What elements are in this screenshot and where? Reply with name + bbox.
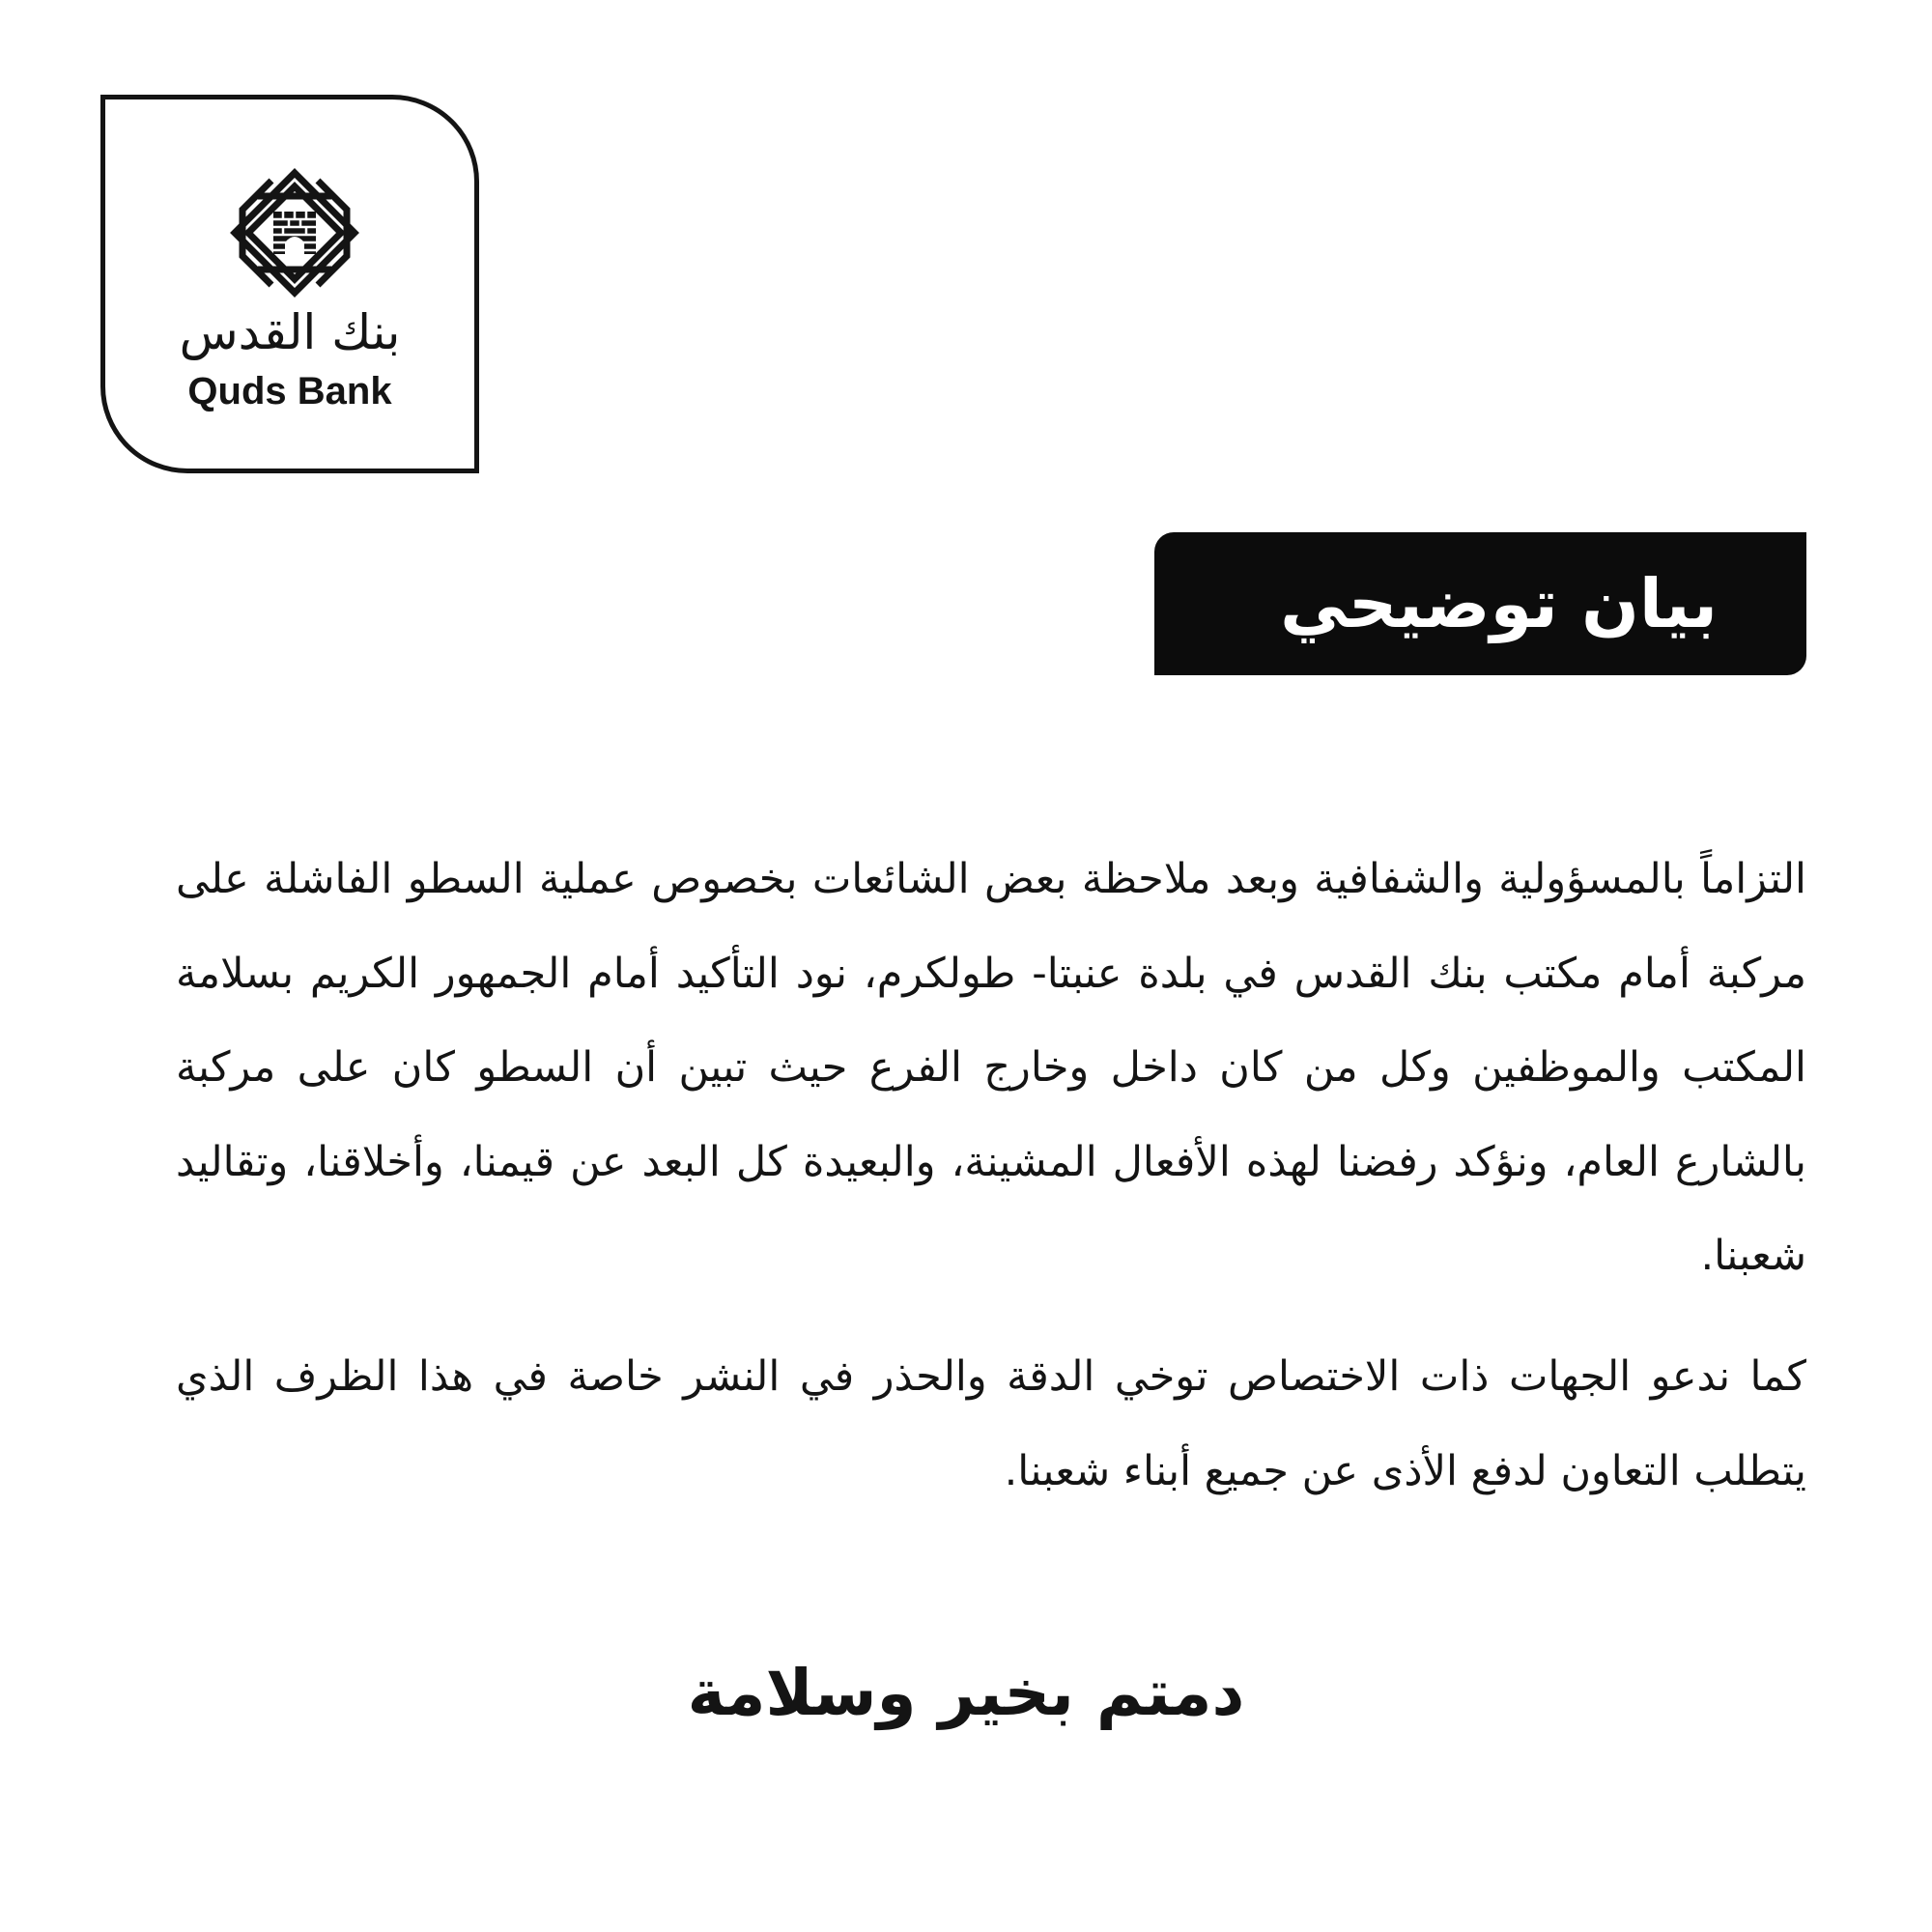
statement-paragraph-1: التزاماً بالمسؤولية والشفافية وبعد ملاحظة بعض الشائعات بخصوص عملية السطو الفاشلة على مركبة أمام مكتب بنك القدس في بلدة عنبتا- طولكرم، نود التأكيد أمام الجمهور الكريم بسلامة المكتب والموظفين وكل من كان داخل وخارج الفرع حيث تبين أن السطو كان على مركبة بالشارع العام، ونؤكد رفضنا لهذه الأفعال المشينة، والبعيدة كل البعد عن قيمنا، وأخلاقنا، وتقاليد شعبنا.	[176, 855, 1806, 1280]
logo-card	[100, 95, 479, 473]
closing-greeting: دمتم بخير وسلامة	[687, 1656, 1245, 1730]
title-banner	[1154, 532, 1806, 675]
page-title: بيان توضيحي	[1280, 564, 1718, 643]
statement-paragraph-2: كما ندعو الجهات ذات الاختصاص توخي الدقة والحذر في النشر خاصة في هذا الظرف الذي يتطلب التعاون لدفع الأذى عن جميع أبناء شعبنا.	[176, 1352, 1806, 1495]
logo-english-name: Quds Bank	[187, 370, 392, 412]
logo-arabic-name: بنك القدس	[179, 304, 401, 360]
quds-bank-emblem-icon	[229, 167, 360, 298]
